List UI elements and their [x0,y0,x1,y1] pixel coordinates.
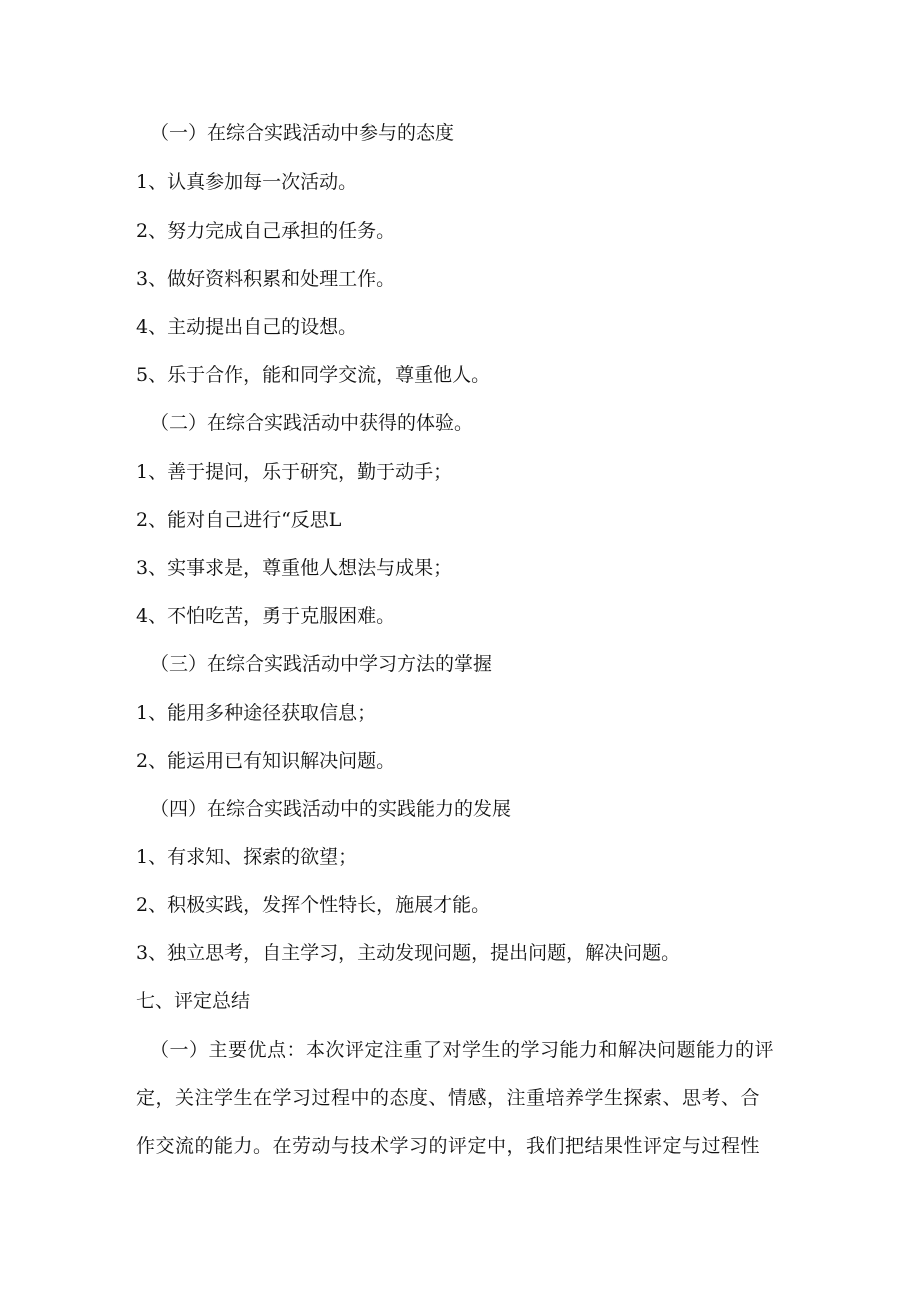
list-item: 3、独立思考，自主学习，主动发现问题，提出问题，解决问题。 [136,942,681,964]
section-heading-4: （四）在综合实践活动中的实践能力的发展 [150,798,512,820]
list-item: 2、能运用已有知识解决问题。 [136,750,396,772]
list-item: 1、认真参加每一次活动。 [136,171,358,193]
list-item: 4、主动提出自己的设想。 [136,316,358,338]
summary-paragraph-line: （一）主要优点：本次评定注重了对学生的学习能力和解决问题能力的评 [150,1039,775,1061]
section-heading-1: （一）在综合实践活动中参与的态度 [150,122,455,144]
list-item: 4、不怕吃苦，勇于克服困难。 [136,605,396,627]
list-item: 3、做好资料积累和处理工作。 [136,268,396,290]
list-item: 1、善于提问，乐于研究，勤于动手； [136,461,453,483]
list-item: 2、努力完成自己承担的任务。 [136,220,396,242]
list-item: 1、有求知、探索的欲望； [136,846,358,868]
chapter-heading: 七、评定总结 [136,990,251,1012]
list-item: 2、能对自己进行“反思L [136,509,342,531]
section-heading-3: （三）在综合实践活动中学习方法的掌握 [150,653,493,675]
summary-paragraph-line: 作交流的能力。在劳动与技术学习的评定中，我们把结果性评定与过程性 [136,1135,761,1157]
list-item: 2、积极实践，发挥个性特长，施展才能。 [136,894,491,916]
section-heading-2: （二）在综合实践活动中获得的体验。 [150,412,474,434]
list-item: 5、乐于合作，能和同学交流，尊重他人。 [136,364,491,386]
summary-paragraph-line: 定，关注学生在学习过程中的态度、情感，注重培养学生探索、思考、合 [136,1087,761,1109]
list-item: 3、实事求是，尊重他人想法与成果； [136,557,453,579]
list-item: 1、能用多种途径获取信息； [136,702,377,724]
